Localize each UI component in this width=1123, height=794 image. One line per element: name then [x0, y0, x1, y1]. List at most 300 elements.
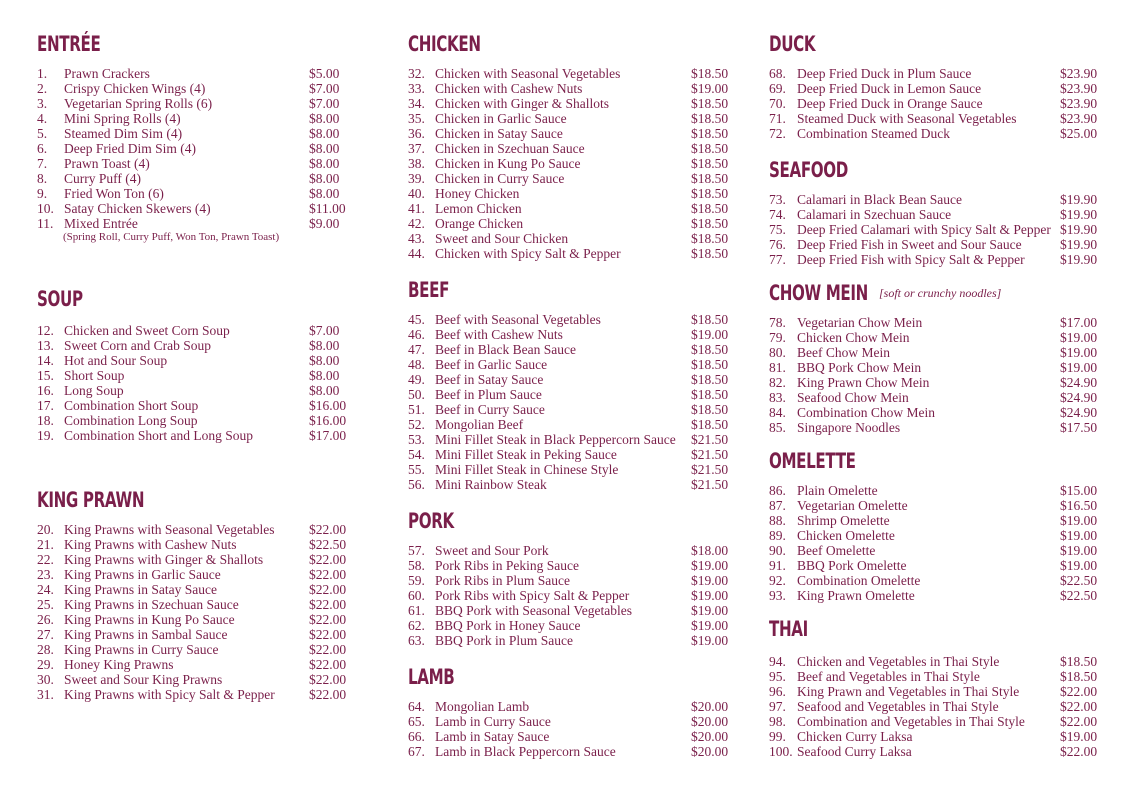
menu-item	[769, 669, 1109, 684]
section-heading: ENTRÉE	[37, 32, 101, 56]
item-name: Sweet and Sour King Prawns	[64, 672, 223, 687]
menu-item	[408, 231, 748, 246]
menu-item	[37, 657, 367, 672]
menu-item	[37, 672, 367, 687]
item-name: Sweet Corn and Crab Soup	[64, 338, 211, 353]
item-number: 98.	[769, 714, 786, 729]
item-number: 48.	[408, 357, 425, 372]
item-price: $22.00	[309, 612, 347, 627]
item-number: 1.	[37, 66, 48, 81]
item-number: 56.	[408, 477, 425, 492]
item-price: $8.00	[309, 111, 340, 126]
item-price: $21.50	[691, 432, 729, 447]
item-number: 28.	[37, 642, 54, 657]
item-name: Mini Rainbow Steak	[435, 477, 547, 492]
item-price: $22.50	[309, 537, 347, 552]
item-name: Shrimp Omelette	[797, 513, 890, 528]
item-price: $22.50	[1060, 573, 1098, 588]
item-price: $18.50	[691, 231, 729, 246]
item-price: $18.50	[691, 312, 729, 327]
item-number: 4.	[37, 111, 48, 126]
menu-item	[37, 552, 367, 567]
item-number: 33.	[408, 81, 425, 96]
item-price: $18.50	[691, 372, 729, 387]
item-name: Curry Puff (4)	[64, 171, 141, 186]
item-number: 99.	[769, 729, 786, 744]
item-price: $7.00	[309, 323, 340, 338]
menu-item	[37, 81, 367, 96]
item-name: King Prawns in Curry Sauce	[64, 642, 219, 657]
item-number: 44.	[408, 246, 425, 261]
menu-item	[408, 111, 748, 126]
item-price: $21.50	[691, 447, 729, 462]
item-name: Honey King Prawns	[64, 657, 174, 672]
item-price: $20.00	[691, 744, 729, 759]
menu-item	[769, 126, 1109, 141]
item-name: King Prawns with Spicy Salt & Pepper	[64, 687, 275, 702]
menu-item	[408, 357, 748, 372]
section-omelette	[769, 449, 1109, 603]
item-name: Pork Ribs in Plum Sauce	[435, 573, 571, 588]
item-price: $22.00	[309, 522, 347, 537]
item-number: 74.	[769, 207, 786, 222]
item-name: Calamari in Black Bean Sauce	[797, 192, 962, 207]
menu-item	[408, 699, 748, 714]
item-name: Mini Fillet Steak in Chinese Style	[435, 462, 619, 477]
item-name: BBQ Pork in Plum Sauce	[435, 633, 574, 648]
item-price: $22.00	[309, 567, 347, 582]
menu-item	[408, 312, 748, 327]
item-name: Deep Fried Duck in Plum Sauce	[797, 66, 972, 81]
item-name: Lamb in Curry Sauce	[435, 714, 551, 729]
item-number: 95.	[769, 669, 786, 684]
item-number: 83.	[769, 390, 786, 405]
item-number: 66.	[408, 729, 425, 744]
menu-item	[408, 171, 748, 186]
item-price: $19.00	[1060, 528, 1098, 543]
item-number: 29.	[37, 657, 54, 672]
item-name: Deep Fried Duck in Lemon Sauce	[797, 81, 982, 96]
menu-item	[408, 573, 748, 588]
item-number: 76.	[769, 237, 786, 252]
item-price: $18.50	[691, 201, 729, 216]
item-price: $18.50	[691, 402, 729, 417]
item-name: Seafood Chow Mein	[797, 390, 909, 405]
item-price: $24.90	[1060, 375, 1098, 390]
item-number: 96.	[769, 684, 786, 699]
item-number: 39.	[408, 171, 425, 186]
item-name: Sweet and Sour Chicken	[435, 231, 569, 246]
item-price: $8.00	[309, 156, 340, 171]
menu-item	[37, 111, 367, 126]
menu-item	[769, 390, 1109, 405]
item-name: Calamari in Szechuan Sauce	[797, 207, 952, 222]
item-price: $18.50	[691, 357, 729, 372]
item-number: 30.	[37, 672, 54, 687]
menu-item	[408, 402, 748, 417]
item-name: Sweet and Sour Pork	[435, 543, 549, 558]
item-name: Beef with Cashew Nuts	[435, 327, 563, 342]
item-number: 9.	[37, 186, 48, 201]
item-price: $18.50	[691, 66, 729, 81]
section-thai	[769, 617, 1109, 759]
item-number: 49.	[408, 372, 425, 387]
item-name: Mixed Entrée	[64, 216, 138, 231]
item-name: Seafood Curry Laksa	[797, 744, 912, 759]
item-number: 27.	[37, 627, 54, 642]
menu-item	[37, 582, 367, 597]
menu-item	[408, 387, 748, 402]
menu-item	[37, 338, 367, 353]
item-price: $16.50	[1060, 498, 1098, 513]
menu-item	[37, 428, 367, 443]
item-name: Chicken and Sweet Corn Soup	[64, 323, 230, 338]
item-price: $19.00	[1060, 360, 1098, 375]
item-name: BBQ Pork in Honey Sauce	[435, 618, 581, 633]
item-price: $9.00	[309, 216, 340, 231]
item-name: Combination Long Soup	[64, 413, 198, 428]
item-number: 87.	[769, 498, 786, 513]
item-price: $18.50	[691, 141, 729, 156]
item-name: Combination Short and Long Soup	[64, 428, 253, 443]
menu-item	[769, 405, 1109, 420]
item-name: Beef in Garlic Sauce	[435, 357, 548, 372]
item-price: $22.00	[309, 627, 347, 642]
item-name: Beef and Vegetables in Thai Style	[797, 669, 980, 684]
menu-item	[408, 588, 748, 603]
item-name: Chicken Curry Laksa	[797, 729, 913, 744]
item-price: $17.00	[1060, 315, 1098, 330]
section-duck	[769, 32, 1109, 141]
section-king-prawn	[37, 488, 367, 702]
item-name: BBQ Pork Chow Mein	[797, 360, 922, 375]
item-number: 19.	[37, 428, 54, 443]
menu-item	[408, 543, 748, 558]
item-number: 59.	[408, 573, 425, 588]
item-name: King Prawns with Ginger & Shallots	[64, 552, 264, 567]
menu-item	[769, 315, 1109, 330]
item-price: $25.00	[1060, 126, 1098, 141]
item-name: Prawn Crackers	[64, 66, 150, 81]
menu-item	[769, 237, 1109, 252]
item-number: 58.	[408, 558, 425, 573]
item-name: King Prawn Omelette	[797, 588, 915, 603]
item-price: $11.00	[309, 201, 346, 216]
item-price: $22.50	[1060, 588, 1098, 603]
item-name: BBQ Pork Omelette	[797, 558, 907, 573]
item-number: 45.	[408, 312, 425, 327]
menu-item	[408, 126, 748, 141]
item-number: 26.	[37, 612, 54, 627]
item-number: 16.	[37, 383, 54, 398]
item-name: Beef with Seasonal Vegetables	[435, 312, 601, 327]
menu-item	[408, 342, 748, 357]
item-number: 21.	[37, 537, 54, 552]
item-price: $18.50	[691, 216, 729, 231]
section-chow-mein	[769, 281, 1109, 435]
item-number: 63.	[408, 633, 425, 648]
item-price: $22.00	[1060, 714, 1098, 729]
item-number: 67.	[408, 744, 425, 759]
item-number: 62.	[408, 618, 425, 633]
menu-item	[37, 323, 367, 338]
item-number: 37.	[408, 141, 425, 156]
menu-item	[37, 612, 367, 627]
menu-item	[769, 345, 1109, 360]
item-number: 57.	[408, 543, 425, 558]
item-name: Beef in Curry Sauce	[435, 402, 545, 417]
item-price: $20.00	[691, 699, 729, 714]
item-number: 10.	[37, 201, 54, 216]
menu-item	[408, 216, 748, 231]
item-number: 86.	[769, 483, 786, 498]
menu-item	[769, 543, 1109, 558]
item-name: Chicken in Garlic Sauce	[435, 111, 567, 126]
item-price: $18.50	[1060, 654, 1098, 669]
menu-item	[37, 567, 367, 582]
menu-item	[769, 111, 1109, 126]
item-price: $19.00	[691, 633, 729, 648]
item-number: 55.	[408, 462, 425, 477]
menu-item	[769, 573, 1109, 588]
item-price: $22.00	[309, 597, 347, 612]
item-number: 8.	[37, 171, 48, 186]
menu-item	[408, 327, 748, 342]
item-number: 54.	[408, 447, 425, 462]
item-price: $22.00	[309, 657, 347, 672]
item-number: 65.	[408, 714, 425, 729]
item-number: 52.	[408, 417, 425, 432]
item-price: $19.90	[1060, 237, 1098, 252]
item-price: $7.00	[309, 96, 340, 111]
item-number: 60.	[408, 588, 425, 603]
item-number: 93.	[769, 588, 786, 603]
menu-item	[769, 420, 1109, 435]
item-price: $22.00	[309, 582, 347, 597]
item-price: $24.90	[1060, 405, 1098, 420]
item-name: Beef in Black Bean Sauce	[435, 342, 576, 357]
menu-item	[37, 522, 367, 537]
item-name: Crispy Chicken Wings (4)	[64, 81, 206, 96]
item-name: Lemon Chicken	[435, 201, 522, 216]
item-number: 61.	[408, 603, 425, 618]
item-name: Combination Chow Mein	[797, 405, 935, 420]
item-name: King Prawn Chow Mein	[797, 375, 930, 390]
section-seafood	[769, 158, 1109, 267]
section-heading: PORK	[408, 509, 454, 533]
item-number: 88.	[769, 513, 786, 528]
item-number: 68.	[769, 66, 786, 81]
menu-item	[408, 81, 748, 96]
item-number: 18.	[37, 413, 54, 428]
item-price: $22.00	[309, 672, 347, 687]
item-number: 13.	[37, 338, 54, 353]
item-name: Chicken in Curry Sauce	[435, 171, 565, 186]
item-number: 69.	[769, 81, 786, 96]
item-number: 20.	[37, 522, 54, 537]
item-name: Combination Steamed Duck	[797, 126, 950, 141]
section-entree	[37, 32, 367, 247]
item-price: $21.50	[691, 462, 729, 477]
menu-item	[769, 513, 1109, 528]
item-name: Fried Won Ton (6)	[64, 186, 164, 201]
item-price: $22.00	[1060, 744, 1098, 759]
item-price: $19.90	[1060, 207, 1098, 222]
item-number: 38.	[408, 156, 425, 171]
item-price: $19.00	[691, 327, 729, 342]
item-name: Steamed Duck with Seasonal Vegetables	[797, 111, 1017, 126]
item-name: Vegetarian Spring Rolls (6)	[64, 96, 213, 111]
item-number: 77.	[769, 252, 786, 267]
item-name: Beef Chow Mein	[797, 345, 890, 360]
item-price: $15.00	[1060, 483, 1098, 498]
section-heading: THAI	[769, 617, 808, 641]
item-price: $18.50	[691, 246, 729, 261]
section-heading: OMELETTE	[769, 449, 856, 473]
item-price: $8.00	[309, 353, 340, 368]
item-price: $20.00	[691, 714, 729, 729]
menu-item	[408, 744, 748, 759]
item-name: Lamb in Black Peppercorn Sauce	[435, 744, 616, 759]
item-name: Combination and Vegetables in Thai Style	[797, 714, 1025, 729]
item-price: $22.00	[309, 642, 347, 657]
section-heading: SOUP	[37, 287, 83, 311]
menu-item	[37, 171, 367, 186]
item-price: $19.00	[691, 618, 729, 633]
menu-item	[37, 368, 367, 383]
menu-item	[769, 81, 1109, 96]
menu-item	[37, 126, 367, 141]
item-name: Mini Fillet Steak in Peking Sauce	[435, 447, 617, 462]
menu-item	[37, 96, 367, 111]
item-number: 89.	[769, 528, 786, 543]
menu-item	[408, 633, 748, 648]
item-name: Deep Fried Fish with Spicy Salt & Pepper	[797, 252, 1025, 267]
item-name: Short Soup	[64, 368, 125, 383]
item-price: $8.00	[309, 186, 340, 201]
item-number: 42.	[408, 216, 425, 231]
section-heading: SEAFOOD	[769, 158, 848, 182]
item-number: 34.	[408, 96, 425, 111]
item-price: $8.00	[309, 383, 340, 398]
section-chicken	[408, 32, 748, 261]
item-price: $19.00	[1060, 330, 1098, 345]
item-price: $18.50	[691, 342, 729, 357]
item-number: 64.	[408, 699, 425, 714]
item-price: $16.00	[309, 413, 347, 428]
item-price: $18.00	[691, 543, 729, 558]
item-name: King Prawns with Cashew Nuts	[64, 537, 237, 552]
item-price: $8.00	[309, 126, 340, 141]
item-number: 17.	[37, 398, 54, 413]
item-name: Plain Omelette	[797, 483, 878, 498]
item-number: 22.	[37, 552, 54, 567]
item-price: $22.00	[1060, 699, 1098, 714]
item-price: $19.00	[1060, 513, 1098, 528]
menu-item	[769, 375, 1109, 390]
item-name: Beef in Satay Sauce	[435, 372, 544, 387]
item-name: BBQ Pork with Seasonal Vegetables	[435, 603, 632, 618]
item-number: 91.	[769, 558, 786, 573]
item-name: Steamed Dim Sim (4)	[64, 126, 183, 141]
item-price: $18.50	[691, 96, 729, 111]
item-name: King Prawns in Szechuan Sauce	[64, 597, 239, 612]
item-price: $23.90	[1060, 96, 1098, 111]
menu-item	[408, 447, 748, 462]
item-price: $7.00	[309, 81, 340, 96]
item-number: 53.	[408, 432, 425, 447]
menu-item	[769, 360, 1109, 375]
item-number: 90.	[769, 543, 786, 558]
item-name: Vegetarian Chow Mein	[797, 315, 923, 330]
item-number: 75.	[769, 222, 786, 237]
menu-item	[408, 462, 748, 477]
item-name: Mini Fillet Steak in Black Peppercorn Sauce	[435, 432, 676, 447]
item-name: Seafood and Vegetables in Thai Style	[797, 699, 999, 714]
item-name: King Prawns in Kung Po Sauce	[64, 612, 235, 627]
menu-item	[37, 66, 367, 81]
item-number: 81.	[769, 360, 786, 375]
menu-item	[37, 353, 367, 368]
menu-item	[408, 246, 748, 261]
item-name: Long Soup	[64, 383, 124, 398]
menu-item	[769, 528, 1109, 543]
item-name: King Prawns with Seasonal Vegetables	[64, 522, 275, 537]
item-number: 6.	[37, 141, 48, 156]
item-number: 73.	[769, 192, 786, 207]
item-number: 47.	[408, 342, 425, 357]
menu-item	[37, 383, 367, 398]
item-number: 35.	[408, 111, 425, 126]
item-name: Chicken with Spicy Salt & Pepper	[435, 246, 621, 261]
section-beef	[408, 278, 748, 492]
item-price: $19.00	[691, 588, 729, 603]
item-number: 36.	[408, 126, 425, 141]
menu-item	[408, 372, 748, 387]
menu-item	[37, 627, 367, 642]
menu-item	[769, 330, 1109, 345]
section-heading: CHICKEN	[408, 32, 481, 56]
item-price: $16.00	[309, 398, 347, 413]
menu-item	[769, 483, 1109, 498]
item-name: Deep Fried Duck in Orange Sauce	[797, 96, 983, 111]
item-price: $19.00	[1060, 543, 1098, 558]
section-lamb	[408, 665, 748, 759]
item-price: $19.90	[1060, 252, 1098, 267]
menu-item	[37, 216, 367, 231]
item-name: Chicken with Seasonal Vegetables	[435, 66, 621, 81]
item-price: $19.00	[691, 558, 729, 573]
item-name: Singapore Noodles	[797, 420, 901, 435]
item-price: $18.50	[691, 171, 729, 186]
item-number: 92.	[769, 573, 786, 588]
item-name: Mini Spring Rolls (4)	[64, 111, 181, 126]
item-number: 25.	[37, 597, 54, 612]
item-number: 79.	[769, 330, 786, 345]
item-price: $23.90	[1060, 81, 1098, 96]
section-note: [soft or crunchy noodles]	[879, 286, 1002, 300]
item-number: 46.	[408, 327, 425, 342]
item-name: King Prawn and Vegetables in Thai Style	[797, 684, 1020, 699]
item-price: $22.00	[309, 552, 347, 567]
item-name: Mongolian Beef	[435, 417, 524, 432]
item-name: Hot and Sour Soup	[64, 353, 168, 368]
item-price: $17.50	[1060, 420, 1098, 435]
menu-item	[769, 498, 1109, 513]
item-number: 2.	[37, 81, 48, 96]
section-heading: DUCK	[769, 32, 816, 56]
menu-item	[769, 684, 1109, 699]
